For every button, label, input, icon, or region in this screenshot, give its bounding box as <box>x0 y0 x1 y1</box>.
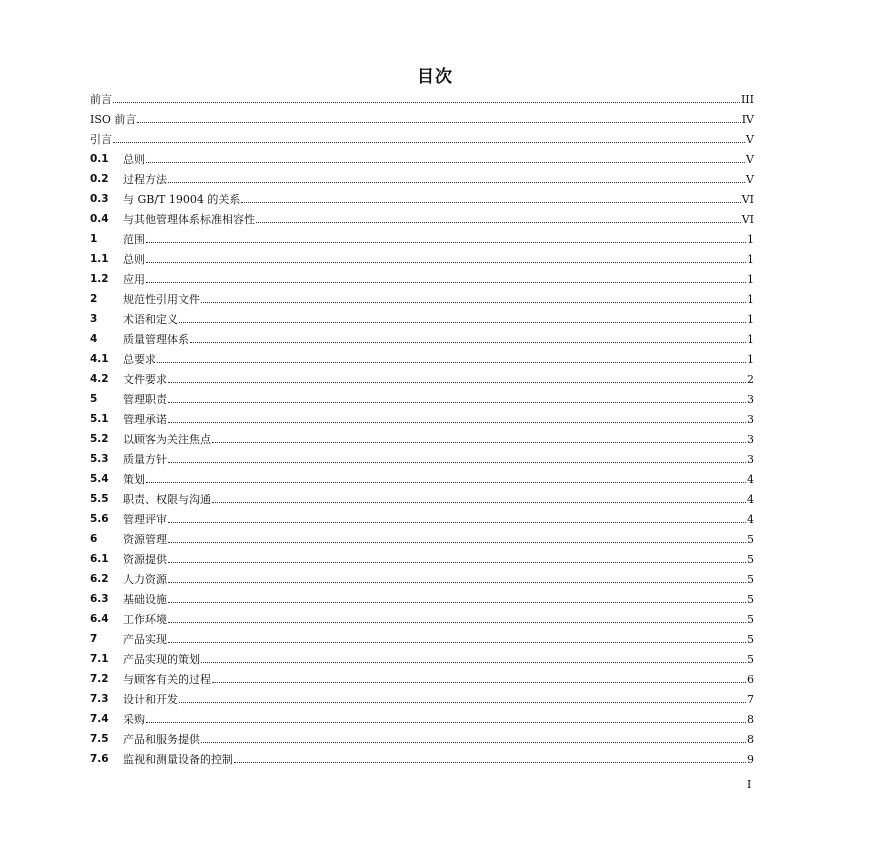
dot-leader <box>168 522 746 523</box>
toc-entry-number: 5.1 <box>90 413 109 425</box>
dot-leader <box>146 482 746 483</box>
toc-entry-number: 7.3 <box>90 693 109 705</box>
toc-entry-number: 7.2 <box>90 673 109 685</box>
toc-entry-number: 1.1 <box>90 253 109 265</box>
toc-entry-page: VI <box>741 193 754 206</box>
toc-entry[interactable] <box>90 586 754 606</box>
toc-entry-label: 监视和测量设备的控制 <box>123 753 233 766</box>
dot-leader <box>179 322 746 323</box>
dot-leader <box>168 462 746 463</box>
toc-entry[interactable] <box>90 346 754 366</box>
toc-entry-label: 设计和开发 <box>123 693 178 706</box>
toc-entry[interactable] <box>90 326 754 346</box>
toc-entry-number: 0.3 <box>90 193 109 205</box>
page-title: 目次 <box>417 67 453 87</box>
dot-leader <box>168 182 745 183</box>
toc-entry-label: 过程方法 <box>123 173 167 186</box>
toc-entry-label: 采购 <box>123 713 145 726</box>
toc-entry-label: 产品实现的策划 <box>123 653 200 666</box>
toc-entry-label: ISO 前言 <box>90 113 137 126</box>
toc-entry-page: 3 <box>747 453 754 466</box>
dot-leader <box>201 302 746 303</box>
toc-entry-page: 5 <box>747 573 754 586</box>
toc-entry-page: V <box>746 133 754 146</box>
dot-leader <box>113 142 745 143</box>
toc-entry-label: 基础设施 <box>123 593 167 606</box>
toc-entry[interactable] <box>90 466 754 486</box>
toc-entry-label: 引言 <box>90 133 112 146</box>
toc-entry-label: 术语和定义 <box>123 313 178 326</box>
toc-entry[interactable] <box>90 526 754 546</box>
dot-leader <box>201 662 746 663</box>
toc-entry-number: 6.3 <box>90 593 109 605</box>
dot-leader <box>168 542 746 543</box>
toc-entry-label: 资源提供 <box>123 553 167 566</box>
toc-entry-page: V <box>746 173 754 186</box>
toc-entry-number: 4.1 <box>90 353 109 365</box>
toc-entry-page: 1 <box>747 273 754 286</box>
toc-entry[interactable] <box>90 646 754 666</box>
toc-entry-number: 7.1 <box>90 653 109 665</box>
toc-entry[interactable] <box>90 186 754 206</box>
toc-entry-page: 4 <box>747 473 754 486</box>
toc-entry-page: 9 <box>747 753 754 766</box>
toc-entry-label: 策划 <box>123 473 145 486</box>
toc-entry[interactable] <box>90 426 754 446</box>
toc-entry-page: 8 <box>747 713 754 726</box>
toc-entry[interactable] <box>90 506 754 526</box>
toc-entry-label: 总则 <box>123 253 145 266</box>
toc-entry-label: 前言 <box>90 93 112 106</box>
toc-entry[interactable] <box>90 746 754 766</box>
toc-entry[interactable] <box>90 706 754 726</box>
toc-entry-number: 3 <box>90 313 98 325</box>
dot-leader <box>168 382 746 383</box>
toc-entry[interactable] <box>90 246 754 266</box>
dot-leader <box>212 442 746 443</box>
toc-entry-number: 5.3 <box>90 453 109 465</box>
toc-entry[interactable] <box>90 206 754 226</box>
toc-entry-page: 1 <box>747 333 754 346</box>
dot-leader <box>190 342 746 343</box>
toc-entry-number: 0.4 <box>90 213 109 225</box>
toc-entry[interactable] <box>90 306 754 326</box>
toc-entry-page: VI <box>741 213 754 226</box>
toc-entry-page: 1 <box>747 293 754 306</box>
dot-leader <box>234 762 746 763</box>
toc-entry-page: 5 <box>747 613 754 626</box>
dot-leader <box>146 722 746 723</box>
toc-entry-number: 0.1 <box>90 153 109 165</box>
toc-entry-label: 与其他管理体系标准相容性 <box>123 213 255 226</box>
toc-entry-page: V <box>746 153 754 166</box>
toc-entry-label: 资源管理 <box>123 533 167 546</box>
toc-entry[interactable] <box>90 266 754 286</box>
toc-entry-page: 5 <box>747 633 754 646</box>
table-of-contents <box>90 86 754 766</box>
toc-entry-page: IV <box>741 113 754 126</box>
toc-entry-label: 质量管理体系 <box>123 333 189 346</box>
toc-entry[interactable] <box>90 546 754 566</box>
dot-leader <box>157 362 746 363</box>
toc-entry-page: 5 <box>747 593 754 606</box>
dot-leader <box>168 602 746 603</box>
toc-entry-label: 与 GB/T 19004 的关系 <box>123 193 241 206</box>
toc-entry-label: 职责、权限与沟通 <box>123 493 211 506</box>
dot-leader <box>146 162 745 163</box>
toc-entry[interactable] <box>90 626 754 646</box>
toc-entry-label: 人力资源 <box>123 573 167 586</box>
toc-entry-number: 7 <box>90 633 98 645</box>
toc-entry-number: 7.6 <box>90 753 109 765</box>
toc-entry[interactable] <box>90 386 754 406</box>
toc-entry[interactable] <box>90 606 754 626</box>
dot-leader <box>137 122 740 123</box>
toc-entry[interactable] <box>90 666 754 686</box>
dot-leader <box>168 622 746 623</box>
toc-entry[interactable] <box>90 146 754 166</box>
toc-entry-label: 管理评审 <box>123 513 167 526</box>
dot-leader <box>113 102 740 103</box>
toc-entry[interactable] <box>90 106 754 126</box>
toc-entry-number: 4.2 <box>90 373 109 385</box>
toc-entry-number: 5.6 <box>90 513 109 525</box>
toc-entry-page: 5 <box>747 653 754 666</box>
toc-entry-page: 1 <box>747 313 754 326</box>
dot-leader <box>168 582 746 583</box>
page-number: I <box>747 778 752 791</box>
toc-entry[interactable] <box>90 446 754 466</box>
toc-entry-page: 3 <box>747 413 754 426</box>
toc-entry[interactable] <box>90 166 754 186</box>
toc-entry-number: 1 <box>90 233 98 245</box>
toc-entry[interactable] <box>90 566 754 586</box>
toc-entry-page: 1 <box>747 233 754 246</box>
toc-entry-page: 3 <box>747 433 754 446</box>
toc-entry-page: 1 <box>747 253 754 266</box>
toc-entry-label: 管理承诺 <box>123 413 167 426</box>
toc-entry[interactable] <box>90 86 754 106</box>
toc-entry-page: 6 <box>747 673 754 686</box>
toc-entry[interactable] <box>90 366 754 386</box>
dot-leader <box>168 562 746 563</box>
toc-entry[interactable] <box>90 226 754 246</box>
toc-entry-number: 2 <box>90 293 98 305</box>
dot-leader <box>212 682 746 683</box>
toc-entry-number: 4 <box>90 333 98 345</box>
toc-entry[interactable] <box>90 286 754 306</box>
toc-entry-page: III <box>740 93 754 106</box>
toc-entry[interactable] <box>90 486 754 506</box>
dot-leader <box>168 422 746 423</box>
toc-entry-label: 工作环境 <box>123 613 167 626</box>
toc-entry-label: 产品实现 <box>123 633 167 646</box>
toc-entry-label: 总则 <box>123 153 145 166</box>
toc-entry[interactable] <box>90 126 754 146</box>
toc-entry-number: 6.1 <box>90 553 109 565</box>
toc-entry-number: 7.5 <box>90 733 109 745</box>
toc-entry-label: 与顾客有关的过程 <box>123 673 211 686</box>
dot-leader <box>146 262 746 263</box>
dot-leader <box>168 642 746 643</box>
dot-leader <box>256 222 741 223</box>
toc-entry-page: 5 <box>747 553 754 566</box>
toc-entry-page: 2 <box>747 373 754 386</box>
toc-entry-label: 范围 <box>123 233 145 246</box>
toc-entry-number: 1.2 <box>90 273 109 285</box>
toc-entry-number: 7.4 <box>90 713 109 725</box>
toc-entry-label: 应用 <box>123 273 145 286</box>
toc-entry-number: 5.5 <box>90 493 109 505</box>
toc-entry-number: 0.2 <box>90 173 109 185</box>
toc-entry-number: 5.2 <box>90 433 109 445</box>
toc-entry-page: 8 <box>747 733 754 746</box>
toc-entry-page: 5 <box>747 533 754 546</box>
toc-entry-number: 6 <box>90 533 98 545</box>
toc-entry-number: 5.4 <box>90 473 109 485</box>
toc-entry-label: 质量方针 <box>123 453 167 466</box>
dot-leader <box>212 502 746 503</box>
dot-leader <box>241 202 740 203</box>
toc-entry[interactable] <box>90 686 754 706</box>
toc-entry[interactable] <box>90 406 754 426</box>
toc-entry-label: 文件要求 <box>123 373 167 386</box>
toc-entry-page: 3 <box>747 393 754 406</box>
toc-entry-label: 以顾客为关注焦点 <box>123 433 211 446</box>
dot-leader <box>201 742 746 743</box>
dot-leader <box>168 402 746 403</box>
toc-entry-number: 6.2 <box>90 573 109 585</box>
toc-entry[interactable] <box>90 726 754 746</box>
toc-entry-page: 4 <box>747 493 754 506</box>
dot-leader <box>146 242 746 243</box>
dot-leader <box>179 702 746 703</box>
toc-entry-number: 6.4 <box>90 613 109 625</box>
toc-entry-label: 产品和服务提供 <box>123 733 200 746</box>
toc-entry-page: 1 <box>747 353 754 366</box>
toc-entry-label: 规范性引用文件 <box>123 293 200 306</box>
toc-entry-page: 7 <box>747 693 754 706</box>
dot-leader <box>146 282 746 283</box>
toc-entry-label: 管理职责 <box>123 393 167 406</box>
toc-entry-number: 5 <box>90 393 98 405</box>
toc-entry-label: 总要求 <box>123 353 156 366</box>
toc-entry-page: 4 <box>747 513 754 526</box>
